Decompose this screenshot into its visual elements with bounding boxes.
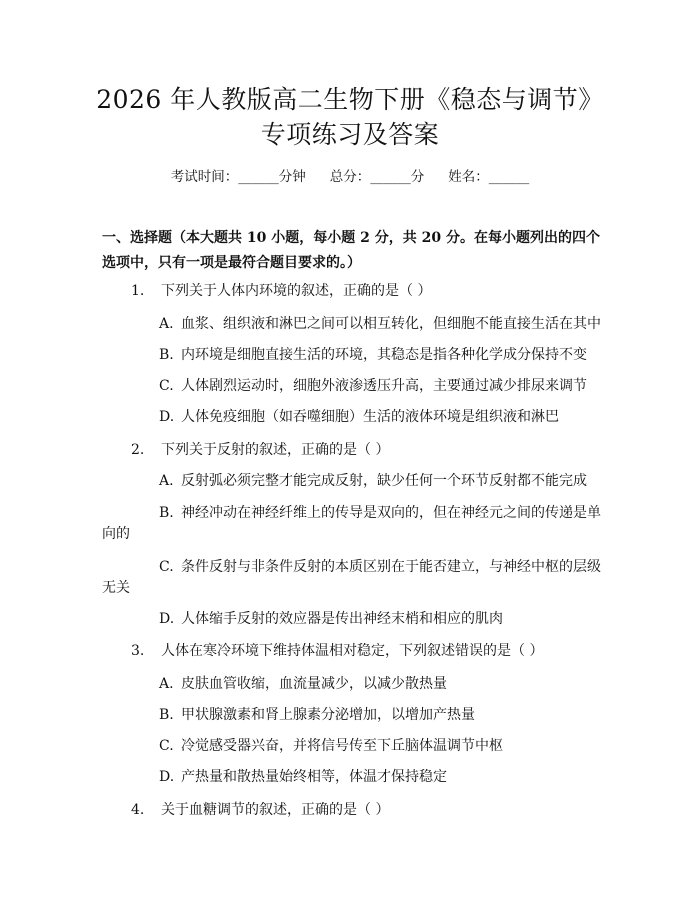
option-text: 内环境是细胞直接生活的环境，其稳态是指各种化学成分保持不变 — [181, 347, 587, 363]
question-4 — [131, 800, 389, 820]
question-2-option-b — [159, 503, 601, 523]
question-1-option-b — [159, 345, 587, 365]
option-label: D. — [159, 769, 175, 785]
option-label: D. — [159, 611, 175, 627]
option-text: 神经冲动在神经纤维上的传导是双向的，但在神经元之间的传递是单 — [181, 505, 601, 521]
option-label: B. — [159, 347, 174, 363]
option-label: C. — [159, 559, 174, 575]
option-text: 冷觉感受器兴奋，并将信号传至下丘脑体温调节中枢 — [181, 738, 503, 754]
option-text: 反射弧必须完整才能完成反射，缺少任何一个环节反射都不能完成 — [181, 473, 587, 489]
option-text: 产热量和散热量始终相等，体温才保持稳定 — [181, 769, 447, 785]
question-3 — [131, 641, 543, 661]
exam-time-field: 考试时间：______分钟 — [170, 169, 306, 185]
section-heading: 一、选择题（本大题共 10 小题，每小题 2 分，共 20 分。在每小题列出的四个选项中，只有一项是最符合题目要求的。） — [102, 230, 600, 271]
student-name-field: 姓名：______ — [448, 169, 530, 185]
option-text: 甲状腺激素和肾上腺素分泌增加，以增加产热量 — [181, 707, 475, 723]
question-1-option-d — [159, 407, 559, 427]
question-2 — [131, 440, 389, 460]
question-2-option-a — [159, 471, 587, 491]
exam-info-row — [0, 167, 700, 187]
option-label: A. — [159, 676, 174, 692]
question-number: 3. — [131, 643, 145, 659]
question-1-option-c — [159, 376, 587, 396]
question-1-option-a — [159, 314, 601, 334]
question-number: 4. — [131, 802, 145, 818]
option-text: 人体剧烈运动时，细胞外液渗透压升高，主要通过减少排尿来调节 — [181, 378, 587, 394]
option-text: 人体缩手反射的效应器是传出神经末梢和相应的肌肉 — [181, 611, 503, 627]
option-label: B. — [159, 505, 174, 521]
question-3-option-b — [159, 705, 475, 725]
option-text: 皮肤血管收缩，血流量减少，以减少散热量 — [181, 676, 447, 692]
document-title-line-1: 2026 年人教版高二生物下册《稳态与调节》 — [96, 85, 604, 114]
option-label: B. — [159, 707, 174, 723]
option-text: 血浆、组织液和淋巴之间可以相互转化，但细胞不能直接生活在其中 — [181, 316, 601, 332]
total-score-field: 总分：______分 — [329, 169, 425, 185]
question-2-option-c-continuation: 无关 — [102, 580, 130, 596]
option-text: 人体免疫细胞（如吞噬细胞）生活的液体环境是组织液和淋巴 — [181, 409, 559, 425]
option-label: D. — [159, 409, 175, 425]
question-stem: 人体在寒冷环境下维持体温相对稳定，下列叙述错误的是（ ） — [161, 643, 544, 659]
option-text: 条件反射与非条件反射的本质区别在于能否建立，与神经中枢的层级 — [181, 559, 601, 575]
document-title-line-2: 专项练习及答案 — [260, 120, 440, 149]
question-2-option-b-continuation: 向的 — [102, 526, 130, 542]
option-label: A. — [159, 316, 174, 332]
question-stem: 下列关于反射的叙述，正确的是（ ） — [161, 442, 390, 458]
option-label: C. — [159, 378, 174, 394]
question-stem: 下列关于人体内环境的叙述，正确的是（ ） — [161, 283, 432, 299]
question-number: 2. — [131, 442, 145, 458]
option-label: C. — [159, 738, 174, 754]
question-number: 1. — [131, 283, 145, 299]
question-2-option-d — [159, 609, 503, 629]
question-stem: 关于血糖调节的叙述，正确的是（ ） — [161, 802, 390, 818]
question-3-option-c — [159, 736, 503, 756]
question-3-option-d — [159, 767, 447, 787]
question-3-option-a — [159, 674, 447, 694]
option-label: A. — [159, 473, 174, 489]
question-2-option-c — [159, 557, 601, 577]
question-1 — [131, 281, 431, 301]
